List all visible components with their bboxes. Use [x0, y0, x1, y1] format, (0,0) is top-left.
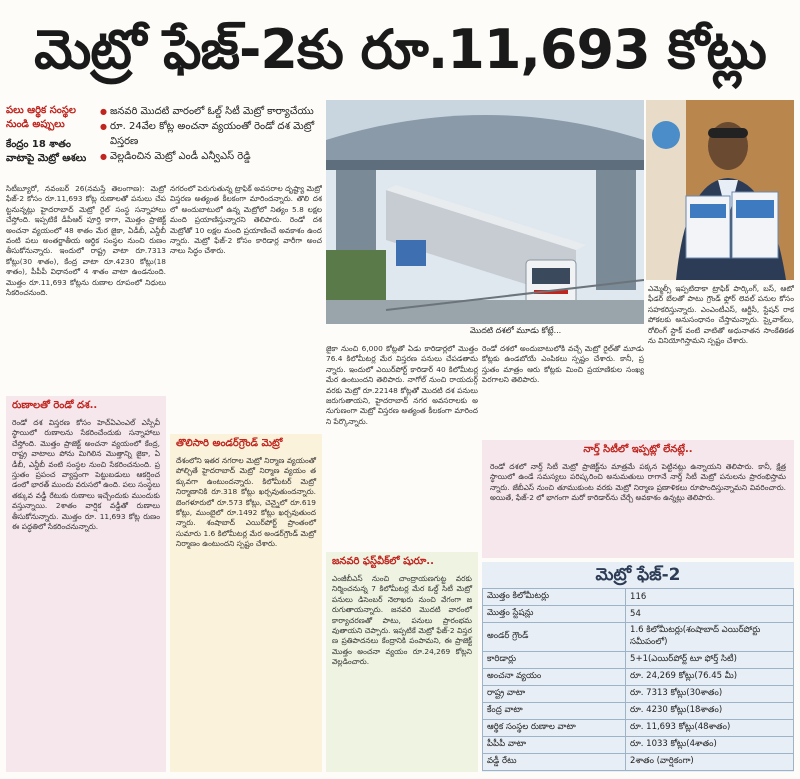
stats-title: మెట్రో ఫేజ్‌-2 — [595, 565, 681, 585]
north-city-text: రెండో దశలో నార్త్‌ సిటీ మెట్రో ప్రాజెక్ట్‌ను మాత్రమే పక్కన పెట్టినట్లు ఉన్నాయని తెలిపారు. కానీ, క్షేత్రస్థాయిలో ఉండే సమస్యలు పరిష్కరించి అనుమతులు రాగానే నార్త్‌ సిటీ మెట్రో పనులను ప్రారంభిస్తామన్నారు. జేబీఎస్‌ నుంచి తూముకుంట వరకు మెట్రో నిర్మాణ ప్రణాళికలు రూపొందిస్తున్నామని వివరించారు. అయితే, ఫేజ్‌-2 లో భాగంగా మరో కారిడార్‌ను చేర్చే అవకాశం ఉన్నట్లు తెలిపారు. — [490, 462, 786, 503]
oldcity-heading: జనవరి ఫస్ట్‌వీక్‌లో షురూ.. — [332, 556, 434, 567]
table-row — [483, 652, 794, 669]
right-column: ఎమ్మెల్సీ ఇప్పటిదాకా ట్రాఫిక్‌ పార్కింగ్‌, బస్‌, ఆటో ఫీడర్‌ బేలతో పాటు గ్రౌండ్‌ ఫ్లోర్‌ లెవల్‌ పనుల కోసం సహకరిస్తున్నారు. ఎంఎంటీఎస్‌, ఆర్టీసీ, స్టేషన్‌ రాకపోకలకు అనుసంధానం చేస్తామన్నారు. స్కైవాక్‌లు, రోలింగ్‌ స్టాక్‌ వంటి వాటితో అధునాతన సాంకేతికతను వినియోగిస్తామని స్పష్టం చేశారు. — [648, 284, 794, 346]
stat-label: మొత్తం కిలోమీటర్లు — [483, 589, 626, 606]
stat-value: రూ. 4230 కోట్లు(18శాతం) — [626, 703, 794, 720]
oldcity-text: ఎంజీబీఎస్‌ నుంచి చాంద్రాయణగుట్ట వరకు నిర్మించనున్న 7 కిలోమీటర్ల మేర ఓల్డ్‌ సిటీ మెట్రో పనులు డిసెంబర్‌ నెలాఖరు నుంచి వేగంగా జరుగుతాయన్నారు. జనవరి మొదటి వారంలో కార్యాచరణతో పాటు, పనులు ప్రారంభమవుతాయని చెప్పారు. ఇప్పటికే మెట్రో ఫేజ్‌-2 విస్తరణ ప్రతిపాదనలు కేంద్రానికి పంపామని, ఈ ప్రాజెక్ట్‌ మొత్తం అంచనా వ్యయం రూ.24,269 కోట్లని వెల్లడించారు. — [332, 574, 472, 667]
stat-label: కేంద్ర వాటా — [483, 703, 626, 720]
table-row — [483, 720, 794, 737]
highlight-item: ● వెల్లడించిన మెట్రో ఎండీ ఎన్వీఎస్‌ రెడ్డి — [100, 149, 318, 164]
stat-value: 5+1(ఎయిర్‌పోర్ట్‌ టూ ఫోర్త్‌ సిటీ) — [626, 652, 794, 669]
table-row — [483, 669, 794, 686]
stat-label: కారిడార్లు — [483, 652, 626, 669]
second-phase-heading: రుణాలతో రెండో దశ.. — [12, 400, 98, 411]
stat-label: వడ్డీ రేటు — [483, 754, 626, 771]
table-row — [483, 623, 794, 652]
photo-left-caption: మొదటి దశలో మూడు కోట్లే... — [470, 326, 562, 335]
stat-value: 2శాతం (వార్షికంగా) — [626, 754, 794, 771]
phase2-stats-box — [482, 562, 794, 772]
stat-label: పీపీపీ వాటా — [483, 737, 626, 754]
table-row — [483, 703, 794, 720]
stat-value: 116 — [626, 589, 794, 606]
table-row — [483, 737, 794, 754]
side-kicker: పలు ఆర్థిక సంస్థల నుండి అప్పులు — [6, 105, 76, 130]
intro-column: సిటీబ్యూరో, నవంబర్‌ 26(నమస్తే తెలంగాణ): మెట్రో ఫేజ్‌-2 కోసం రూ.11,693 కోట్ల రుణాలతో పనులు చేపట్టనున్నట్లు హైదరాబాద్‌ మెట్రో రైల్‌ సంస్థ సన్నాహాలు చేస్తోంది. ఇప్పటికే డీపీఆర్‌ పూర్తి కాగా, మొత్తం ప్రాజెక్ట్‌ అంచనా వ్యయంలో 48 శాతం మేర జైకా, ఏడీబీ, ఎన్డీబీ వంటి పలు అంతర్జాతీయ ఆర్థిక సంస్థల నుంచి రుణం తీసుకోనున్నారు. ఇందులో రాష్ట్ర వాటా రూ.7313 కోట్లు(30 శాతం), కేంద్ర వాటా రూ.4230 కోట్లు(18 శాతం), పీపీపీ విధానంలో 4 శాతం వాటా ఉండనుంది. మొత్తం రూ.11,693 కోట్లను రుణాల రూపంలో నిధులు సేకరించనుంది. — [6, 184, 166, 298]
underground-heading: తొలిసారి అండర్‌గ్రౌండ్‌ మెట్రో — [176, 438, 283, 449]
lower-photo-left-text: జైకా నుంచి 6,000 కోట్లతో ఏడు కారిడార్లలో మొత్తం 76.4 కిలోమీటర్ల మేర విస్తరణ పనులు చేపడతామన్నారు. ఇందులో ఎయిర్‌పోర్ట్‌ కారిడార్‌ 40 కిలోమీటర్ల మేర ఉంటుందని తెలిపారు. నాగోల్‌ నుంచి రాయదుర్గ్‌ వరకు మెట్రో రూ.22148 కోట్లతో మొదటి దశ పనులు జరుగుతాయని, హైదరాబాద్‌ నగర అవసరాలకు అనుగుణంగా మెట్రో విస్తరణ అత్యంత కీలకంగా మారిందని పేర్కొన్నారు. — [326, 344, 478, 426]
north-city-box — [482, 440, 794, 558]
stat-value: 54 — [626, 606, 794, 623]
highlight-item: ● రూ. 24వేల కోట్ల అంచనా వ్యయంతో రెండో దశ మెట్రో విస్తరణ — [100, 119, 318, 149]
md-portrait-photo — [646, 100, 794, 280]
north-city-heading: నార్త్‌ సిటీలో ఇప్పట్లో లేనట్లే.. — [583, 444, 693, 455]
stat-label: ఆర్థిక సంస్థల రుణాల వాటా — [483, 720, 626, 737]
side-kicker-block — [6, 104, 94, 180]
highlight-item: ● జనవరి మొదటి వారంలో ఓల్డ్‌ సిటీ మెట్రో కార్యాచేయు — [100, 104, 318, 119]
headline: మెట్రో ఫేజ్‌-2కు రూ.11,693 కోట్లు — [34, 18, 766, 81]
stat-value: రూ. 11,693 కోట్లు(48శాతం) — [626, 720, 794, 737]
metro-train-photo — [326, 100, 644, 324]
stat-value: రూ. 24,269 కోట్లు(76.45 మీ) — [626, 669, 794, 686]
stat-value: 1.6 కిలోమీటర్లు(శంషాబాద్‌ ఎయిర్‌పోర్టు సమీపంలో) — [626, 623, 794, 652]
stat-label: అంచనా వ్యయం — [483, 669, 626, 686]
second-phase-box — [6, 396, 166, 772]
table-row — [483, 686, 794, 703]
table-row — [483, 754, 794, 771]
table-row — [483, 606, 794, 623]
upper-right-column: రెండో దశలో అందుబాటులోకి వచ్చే మెట్రో రైల్‌తో మూడు కోట్లకు ఉండబోయే ఎంపికలు స్పష్టం చేశారు. కానీ, ప్రస్తుతం మాత్రం ఆరు కోట్లకు మించి ప్రయాణికుల సంఖ్య పెరగాలని తెలిపారు. — [482, 344, 644, 385]
highlights-list — [100, 104, 318, 180]
oldcity-box — [326, 552, 478, 772]
side-note: కేంద్రం 18 శాతం వాటాపై మెట్రో ఆశలు — [6, 139, 87, 164]
stat-value: రూ. 1033 కోట్లు(4శాతం) — [626, 737, 794, 754]
upper-mid-column: నగరంలో పెరుగుతున్న ట్రాఫిక్‌ అవసరాల దృష్ట్యా మెట్రో విస్తరణ అత్యంత కీలకంగా మారిందన్నారు. తొలి దశలో అందుబాటులో ఉన్న మెట్రోలో నిత్యం 5.8 లక్షల మంది ప్రయాణిస్తున్నారని తెలిపారు. రెండో దశ మెట్రోతో 10 లక్షల మంది ప్రయాణించే అవకాశం ఉందన్నారు. మెట్రో ఫేజ్‌-2 కోసం కారిడార్ల వారీగా అంచనాలు సిద్ధం చేశారు. — [170, 184, 322, 256]
second-phase-text: రెండో దశ విస్తరణ కోసం హెచ్‌ఏఎంఎల్‌ ఎస్పీవీ స్థాయిలో రుణాలను సేకరించేందుకు సన్నాహాలు చేస్తోంది. మొత్తం ప్రాజెక్ట్‌ అంచనా వ్యయంలో కేంద్ర, రాష్ట్ర వాటాలు పోను మిగిలిన మొత్తాన్ని జైకా, ఏడీబీ, ఎన్డీబీ వంటి సంస్థల నుంచి సేకరించనుంది. ప్రస్తుతం ప్రపంచ వ్యాప్తంగా పెట్టుబడులు ఆకర్షించడంలో భారత్‌ ముందు వరుసలో ఉంది. పలు సంస్థలు తక్కువ వడ్డీ రేటుకు రుణాలు ఇచ్చేందుకు ముందుకు వస్తున్నాయి. 2శాతం వార్షిక వడ్డీతో రుణాలు తీసుకోనున్నారు. మొత్తం రూ. 11,693 కోట్ల రుణం ఈ పద్ధతిలో సేకరించనున్నారు. — [12, 418, 160, 532]
stat-label: అండర్‌ గ్రౌండ్‌ — [483, 623, 626, 652]
underground-box — [170, 434, 322, 772]
underground-text: దేశంలోని ఇతర నగరాల మెట్రో నిర్మాణ వ్యయంతో పోల్చితే హైదరాబాద్‌ మెట్రో నిర్మాణ వ్యయం తక్కువగా ఉంటుందన్నారు. కిలోమీటర్‌ మెట్రో నిర్మాణానికి రూ.318 కోట్లు ఖర్చవుతుందన్నారు. బెంగళూరులో రూ.573 కోట్లు, చెన్నైలో రూ.619 కోట్లు, ముంబైలో రూ.1492 కోట్లు ఖర్చవుతుందన్నారు. శంషాబాద్‌ ఎయిర్‌పోర్ట్‌ ప్రాంతంలో సుమారు 1.6 కిలోమీటర్ల మేర అండర్‌గ్రౌండ్‌ మెట్రో నిర్మాణం ఉంటుందని స్పష్టం చేశారు. — [176, 456, 316, 549]
table-row — [483, 589, 794, 606]
stat-label: మొత్తం స్టేషన్లు — [483, 606, 626, 623]
stat-value: రూ. 7313 కోట్లు(30శాతం) — [626, 686, 794, 703]
stat-label: రాష్ట్ర వాటా — [483, 686, 626, 703]
stats-table — [482, 588, 794, 771]
